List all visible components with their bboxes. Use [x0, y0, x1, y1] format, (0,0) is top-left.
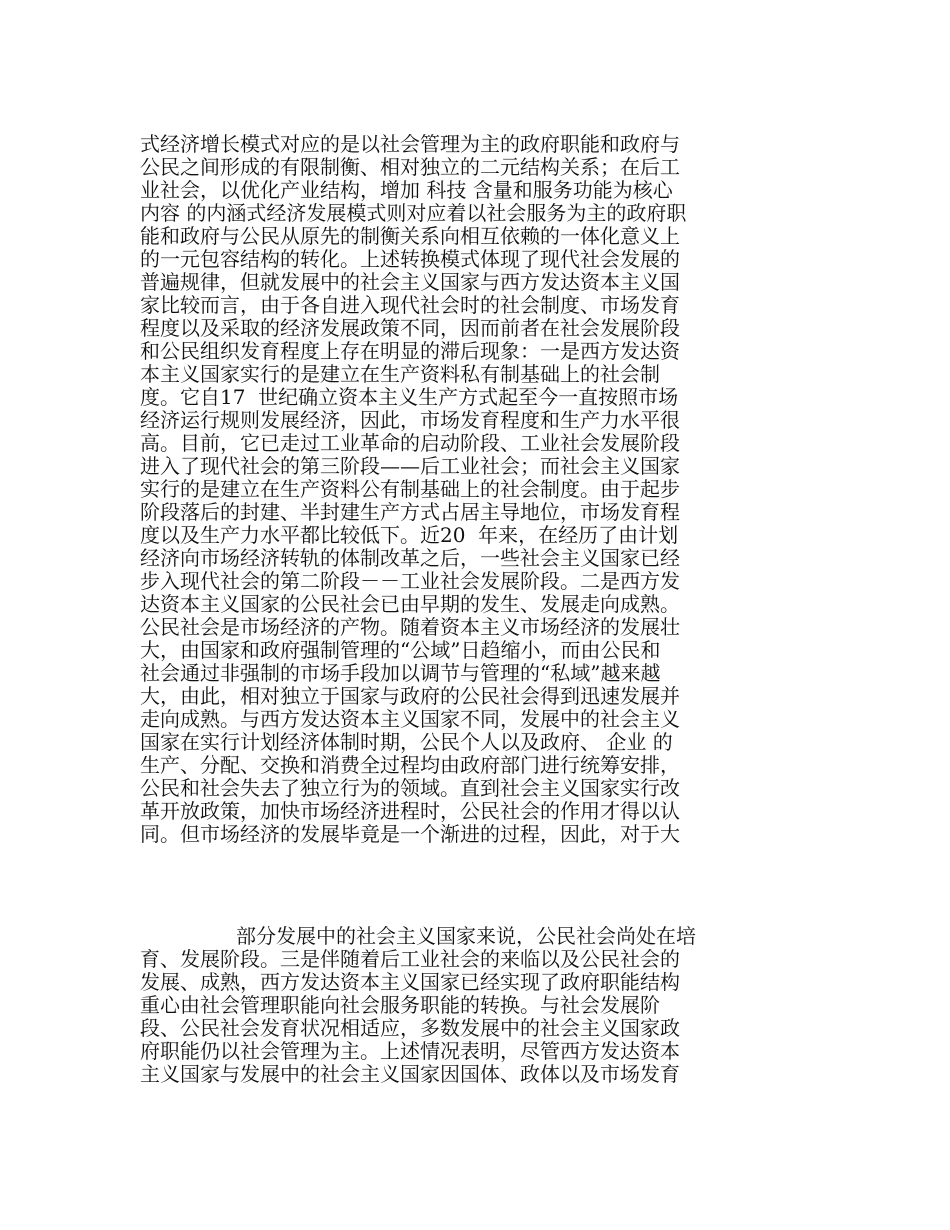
text-line: 程度以及采取的经济发展政策不同，因而前者在社会发展阶段 — [140, 316, 680, 340]
text-line: 公民之间形成的有限制衡、相对独立的二元结构关系；在后工 — [140, 155, 680, 179]
text-line: 国家在实行计划经济体制时期，公民个人以及政府、 企业 的 — [140, 730, 673, 754]
text-line: 段、公民社会发育状况相适应，多数发展中的社会主义国家政 — [140, 1016, 680, 1040]
text-line: 能和政府与公民从原先的制衡关系向相互依赖的一体化意义上 — [140, 224, 680, 248]
text-line: 走向成熟。与西方发达资本主义国家不同，发展中的社会主义 — [140, 707, 680, 731]
text-line: 同。但市场经济的发展毕竟是一个渐进的过程，因此，对于大 — [140, 822, 680, 846]
text-line: 本主义国家实行的是建立在生产资料私有制基础上的社会制 — [140, 362, 660, 386]
text-line: 家比较而言，由于各自进入现代社会时的社会制度、市场发育 — [140, 293, 680, 317]
text-line: 普遍规律，但就发展中的社会主义国家与西方发达资本主义国 — [140, 270, 680, 294]
text-line: 经济运行规则发展经济，因此，市场发育程度和生产力水平很 — [140, 408, 680, 432]
text-line: 经济向市场经济转轨的体制改革之后，一些社会主义国家已经 — [140, 546, 680, 570]
text-line: 式经济增长模式对应的是以社会管理为主的政府职能和政府与 — [140, 132, 680, 156]
text-line: 大，由此，相对独立于国家与政府的公民社会得到迅速发展并 — [140, 684, 680, 708]
text-line: 进入了现代社会的第三阶段——后工业社会；而社会主义国家 — [140, 454, 680, 478]
text-line: 和公民组织发育程度上存在明显的滞后现象：一是西方发达资 — [140, 339, 680, 363]
text-line: 大，由国家和政府强制管理的“公域”日趋缩小，而由公民和 — [140, 638, 661, 662]
text-line: 发展、成熟，西方发达资本主义国家已经实现了政府职能结构 — [140, 970, 680, 994]
text-line: 业社会，以优化产业结构，增加 科技 含量和服务功能为核心 — [140, 178, 673, 202]
text-line: 主义国家与发展中的社会主义国家因国体、政体以及市场发育 — [140, 1062, 680, 1086]
paragraph-2 — [140, 925, 800, 1086]
paragraph-1 — [140, 133, 800, 846]
text-line: 生产、分配、交换和消费全过程均由政府部门进行统筹安排， — [140, 753, 680, 777]
text-line: 达资本主义国家的公民社会已由早期的发生、发展走向成熟。 — [140, 592, 680, 616]
text-line: 的一元包容结构的转化。上述转换模式体现了现代社会发展的 — [140, 247, 680, 271]
text-line: 革开放政策，加快市场经济进程时，公民社会的作用才得以认 — [140, 799, 680, 823]
text-line: 度。它自17 世纪确立资本主义生产方式起至今一直按照市场 — [140, 385, 679, 409]
text-line: 公民社会是市场经济的产物。随着资本主义市场经济的发展壮 — [140, 615, 680, 639]
text-line: 社会通过非强制的市场手段加以调节与管理的“私域”越来越 — [140, 661, 661, 685]
text-line: 实行的是建立在生产资料公有制基础上的社会制度。由于起步 — [140, 477, 680, 501]
text-line: 公民和社会失去了独立行为的领域。直到社会主义国家实行改 — [140, 776, 680, 800]
text-line: 高。目前，它已走过工业革命的启动阶段、工业社会发展阶段 — [140, 431, 680, 455]
text-line: 内容 的内涵式经济发展模式则对应着以社会服务为主的政府职 — [140, 201, 687, 225]
text-line: 部分发展中的社会主义国家来说，公民社会尚处在培 — [236, 924, 696, 948]
text-line: 府职能仍以社会管理为主。上述情况表明，尽管西方发达资本 — [140, 1039, 680, 1063]
text-line: 重心由社会管理职能向社会服务职能的转换。与社会发展阶 — [140, 993, 660, 1017]
text-line: 阶段落后的封建、半封建生产方式占居主导地位，市场发育程 — [140, 500, 680, 524]
text-line: 育、发展阶段。三是伴随着后工业社会的来临以及公民社会的 — [140, 947, 680, 971]
text-line: 度以及生产力水平都比较低下。近20 年来，在经历了由计划 — [140, 523, 679, 547]
text-line: 步入现代社会的第二阶段－－工业社会发展阶段。二是西方发 — [140, 569, 680, 593]
